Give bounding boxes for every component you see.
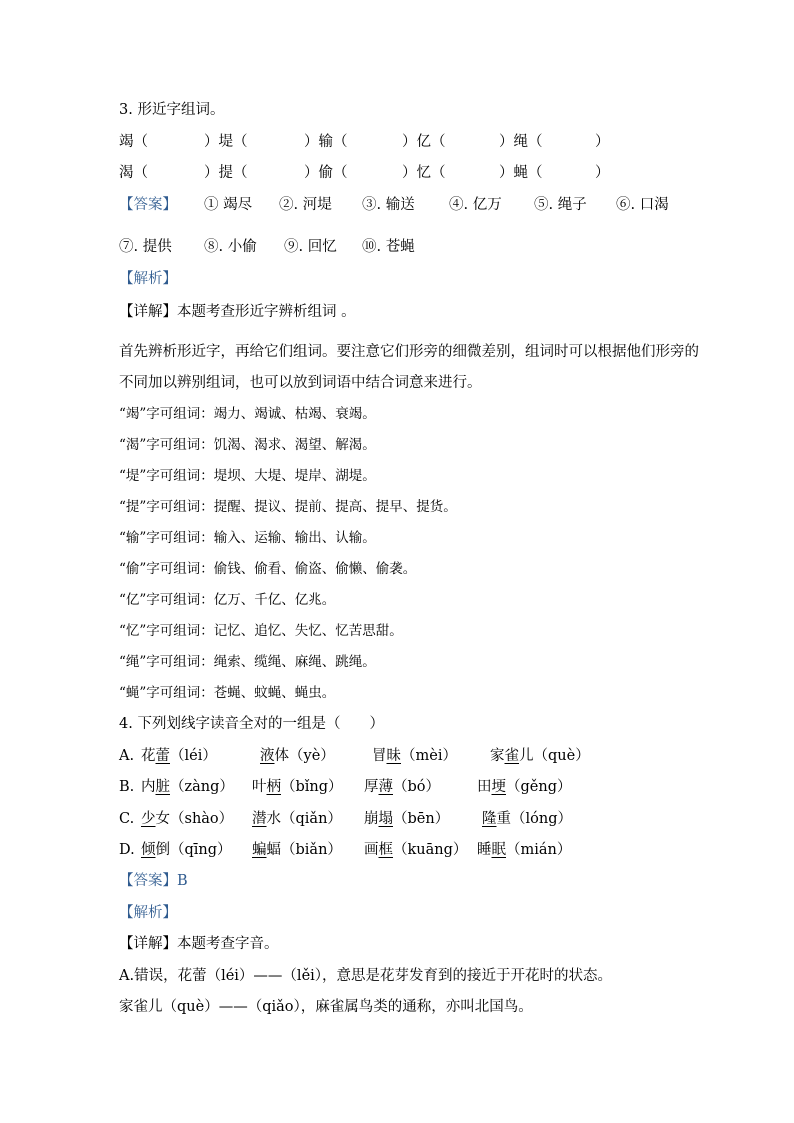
blank-5: ）绳（ bbox=[499, 134, 543, 150]
word-line-6: “偷”字可组词：偷钱、偷看、偷盗、偷懒、偷袭。 bbox=[119, 561, 417, 577]
answer-7: ⑦. 提供 bbox=[119, 239, 172, 255]
blank-4: ）亿（ bbox=[402, 134, 446, 150]
blank-1: 竭（ bbox=[119, 134, 148, 150]
q3-blank-row-2 bbox=[119, 163, 679, 183]
blank-2: ）堤（ bbox=[204, 134, 248, 150]
q3-blank-row-1 bbox=[119, 132, 679, 152]
q4-explain-1: A.错误，花蕾（léi）——（lěi），意思是花芽发育到的接近于开花时的状态。 bbox=[119, 968, 613, 984]
answer-6: ⑥. 口渴 bbox=[616, 197, 669, 213]
option-item: 叶柄（bǐng） bbox=[252, 779, 343, 795]
word-line-3: “堤”字可组词：堤坝、大堤、堤岸、湖堤。 bbox=[119, 468, 376, 484]
word-line-9: “绳”字可组词：绳索、缆绳、麻绳、跳绳。 bbox=[119, 654, 376, 670]
answer-2: ②. 河堤 bbox=[279, 197, 332, 213]
answer-9: ⑨. 回忆 bbox=[284, 239, 337, 255]
q4-analysis-label: 【解析】 bbox=[119, 905, 177, 921]
q4-answer: 【答案】B bbox=[119, 873, 188, 889]
option-item: 厚薄（bó） bbox=[364, 779, 441, 795]
answer-3: ③. 输送 bbox=[362, 197, 415, 213]
option-item: 潜水（qiǎn） bbox=[252, 811, 342, 827]
option-letter: B. bbox=[119, 779, 135, 795]
blank-6: ） bbox=[595, 134, 610, 150]
blank-11: ）蝇（ bbox=[499, 165, 543, 181]
q4-explain-2: 家雀儿（què）——（qiǎo），麻雀属鸟类的通称，亦叫北国鸟。 bbox=[119, 999, 533, 1015]
option-item: 画框（kuāng） bbox=[364, 842, 468, 858]
answer-label: 【答案】 bbox=[119, 197, 177, 213]
word-line-8: “忆”字可组词：记忆、追忆、失忆、忆苦思甜。 bbox=[119, 623, 403, 639]
option-letter: D. bbox=[119, 842, 135, 858]
option-item: 内脏（zàng） bbox=[141, 779, 234, 795]
blank-7: 渴（ bbox=[119, 165, 148, 181]
option-c bbox=[119, 809, 679, 829]
option-letter: C. bbox=[119, 811, 135, 827]
option-item: 少女（shào） bbox=[141, 811, 234, 827]
option-item: 花蕾（léi） bbox=[141, 748, 217, 764]
word-line-1: “竭”字可组词：竭力、竭诚、枯竭、衰竭。 bbox=[119, 406, 376, 422]
q3-detail: 【详解】本题考查形近字辨析组词 。 bbox=[119, 304, 356, 320]
option-item: 倾倒（qīng） bbox=[141, 842, 232, 858]
option-item: 田埂（gěng） bbox=[477, 779, 572, 795]
option-letter: A. bbox=[119, 748, 135, 764]
option-d bbox=[119, 840, 679, 860]
answer-5: ⑤. 绳子 bbox=[534, 197, 587, 213]
option-item: 冒昧（mèi） bbox=[372, 748, 457, 764]
answer-8: ⑧. 小偷 bbox=[204, 239, 257, 255]
word-line-10: “蝇”字可组词：苍蝇、蚊蝇、蝇虫。 bbox=[119, 685, 336, 701]
blank-12: ） bbox=[595, 165, 610, 181]
option-a bbox=[119, 746, 679, 766]
q3-answer-row-1 bbox=[119, 195, 679, 215]
blank-8: ）提（ bbox=[204, 165, 248, 181]
answer-10: ⑩. 苍蝇 bbox=[362, 239, 415, 255]
q3-title: 3. 形近字组词。 bbox=[119, 102, 225, 118]
q4-detail: 【详解】本题考查字音。 bbox=[119, 936, 279, 952]
option-item: 蝙蝠（biǎn） bbox=[252, 842, 342, 858]
option-item: 睡眠（mián） bbox=[477, 842, 572, 858]
word-line-4: “提”字可组词：提醒、提议、提前、提高、提早、提货。 bbox=[119, 499, 457, 515]
answer-4: ④. 亿万 bbox=[449, 197, 502, 213]
word-line-7: “亿”字可组词：亿万、千亿、亿兆。 bbox=[119, 592, 336, 608]
option-item: 隆重（lóng） bbox=[482, 811, 572, 827]
option-item: 崩塌（bēn） bbox=[364, 811, 450, 827]
q3-paragraph-1: 首先辨析形近字，再给它们组词。要注意它们形旁的细微差别，组词时可以根据他们形旁的 bbox=[119, 344, 699, 360]
option-b bbox=[119, 777, 679, 797]
q3-paragraph-2: 不同加以辨别组词，也可以放到词语中结合词意来进行。 bbox=[119, 375, 482, 391]
option-item: 家雀儿（què） bbox=[490, 748, 590, 764]
word-line-2: “渴”字可组词：饥渴、渴求、渴望、解渴。 bbox=[119, 437, 376, 453]
blank-9: ）偷（ bbox=[304, 165, 348, 181]
q3-answer-row-2 bbox=[119, 237, 679, 257]
q4-title: 4. 下列划线字读音全对的一组是（ ） bbox=[119, 716, 384, 732]
answer-1: ① 竭尽 bbox=[204, 197, 253, 213]
blank-10: ）忆（ bbox=[402, 165, 446, 181]
q3-analysis-label: 【解析】 bbox=[119, 271, 177, 287]
option-item: 液体（yè） bbox=[260, 748, 335, 764]
blank-3: ）输（ bbox=[304, 134, 348, 150]
word-line-5: “输”字可组词：输入、运输、输出、认输。 bbox=[119, 530, 376, 546]
